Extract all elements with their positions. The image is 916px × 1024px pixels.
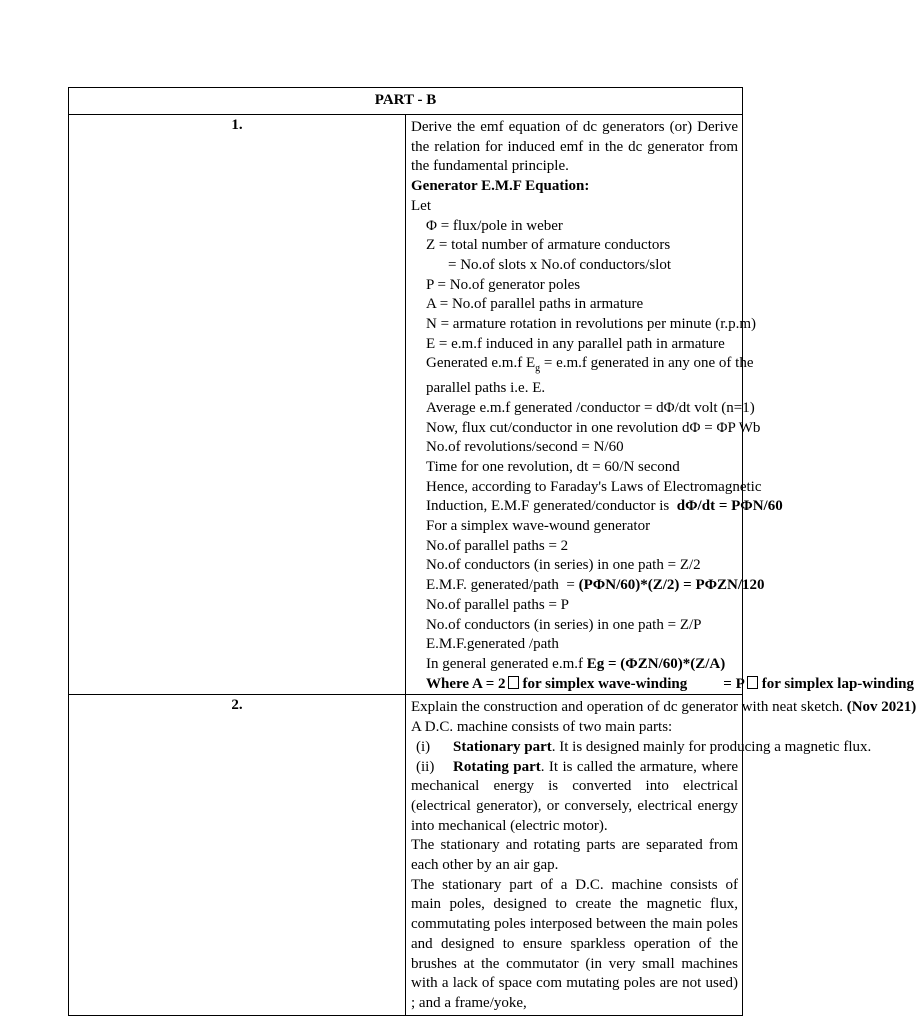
generated-emf-text-cont: = e.m.f generated in any one of the <box>540 355 754 372</box>
subscript-g: g <box>535 363 541 375</box>
question-sheet <box>68 87 916 1016</box>
emf-path-line <box>411 576 765 596</box>
lap-winding-text: for simplex lap-winding <box>761 675 914 692</box>
part-header: PART - B <box>69 88 743 115</box>
question-text: Derive the emf equation of dc generators (or) Derive the relation for induced emf in the dc generator from the fundamental principle. <box>411 119 738 175</box>
induction-formula: dΦ/dt = PΦN/60 <box>676 498 783 515</box>
intro-line: A D.C. machine consists of two main parts: <box>411 719 673 736</box>
section-heading: Generator E.M.F Equation: <box>411 178 590 195</box>
definition-line: A = No.of parallel paths in armature <box>426 296 644 313</box>
derivation-line: parallel paths i.e. E. <box>426 380 546 397</box>
missing-glyph-box-icon <box>747 676 758 689</box>
paragraph: The stationary part of a D.C. machine consists of main poles, designed to create the magnetic flux, commutating poles interposed between the main poles and designed to ensure sparkless operation of the brushes at the commutator (in very small machines with a lack of space com mutating poles are not used) ; and a frame/yoke, <box>411 876 738 1011</box>
wave-winding-text: for simplex wave-winding <box>522 675 688 692</box>
general-emf-line <box>411 655 738 675</box>
definition-line: = No.of slots x No.of conductors/slot <box>448 256 672 273</box>
definition-line: P = No.of generator poles <box>426 276 581 293</box>
list-item-title: Stationary part <box>453 738 552 755</box>
derivation-line: No.of conductors (in series) in one path = Z/P <box>426 616 702 633</box>
missing-glyph-box-icon <box>508 676 519 689</box>
let-label: Let <box>411 197 431 214</box>
derivation-line: No.of parallel paths = 2 <box>426 537 569 554</box>
derivation-line: No.of revolutions/second = N/60 <box>426 439 624 456</box>
emf-path-formula: (PΦN/60)*(Z/2) = PΦZN/120 <box>578 577 765 594</box>
list-item-text: . It is designed mainly for producing a magnetic flux. <box>551 738 872 755</box>
list-item-text: . It is called the armature, where mechanical energy is converted into electrical (electrical generator), or conversely, electrical energy into mechanical (electric motor). <box>411 758 738 834</box>
induction-line <box>411 497 783 517</box>
derivation-line: No.of parallel paths = P <box>426 596 570 613</box>
where-a-text: Where A = 2 <box>426 675 506 692</box>
definition-line: Φ = flux/pole in weber <box>426 217 563 234</box>
derivation-line: Average e.m.f generated /conductor = dΦ/dt volt (n=1) <box>426 399 755 416</box>
question-number: 1. <box>69 115 406 695</box>
general-emf-text: In general generated e.m.f <box>426 655 587 672</box>
answer-cell <box>406 115 914 695</box>
list-item <box>411 738 872 758</box>
generated-emf-text: Generated e.m.f E <box>426 355 536 372</box>
question-text-main: Explain the construction and operation of dc generator with neat sketch. <box>411 699 847 716</box>
derivation-line: E.M.F.generated /path <box>426 636 559 653</box>
definition-line: N = armature rotation in revolutions per minute (r.p.m) <box>426 316 757 333</box>
question-row-1 <box>69 115 743 695</box>
derivation-line: Time for one revolution, dt = 60/N second <box>426 458 680 475</box>
emf-path-text: E.M.F. generated/path = <box>426 577 579 594</box>
part-header-row <box>69 88 743 115</box>
exam-tag: (Nov 2021) <box>846 699 916 716</box>
generated-emf-line <box>411 354 754 379</box>
definition-line: E = e.m.f induced in any parallel path in armature <box>426 335 725 352</box>
derivation-line: Hence, according to Faraday's Laws of Electromagnetic <box>426 478 762 495</box>
list-number: (ii) <box>416 758 435 775</box>
list-number: (i) <box>416 738 431 755</box>
question-number: 2. <box>69 695 406 1015</box>
question-row-2 <box>69 695 743 1015</box>
derivation-line: No.of conductors (in series) in one path = Z/2 <box>426 557 701 574</box>
induction-text: Induction, E.M.F generated/conductor is <box>426 498 677 515</box>
list-item <box>411 758 738 837</box>
list-item-title: Rotating part <box>453 758 541 775</box>
definition-line: Z = total number of armature conductors <box>426 237 671 254</box>
derivation-line: Now, flux cut/conductor in one revolution dΦ = ΦP Wb <box>426 419 761 436</box>
question-table <box>68 87 916 1016</box>
answer-cell <box>406 695 916 1015</box>
where-p-text: = P <box>723 675 745 692</box>
general-emf-formula: Eg = (ΦZN/60)*(Z/A) <box>586 655 726 672</box>
derivation-line: For a simplex wave-wound generator <box>426 518 651 535</box>
question-text <box>411 698 916 718</box>
paragraph: The stationary and rotating parts are separated from each other by an air gap. <box>411 837 738 874</box>
where-line <box>411 675 914 695</box>
